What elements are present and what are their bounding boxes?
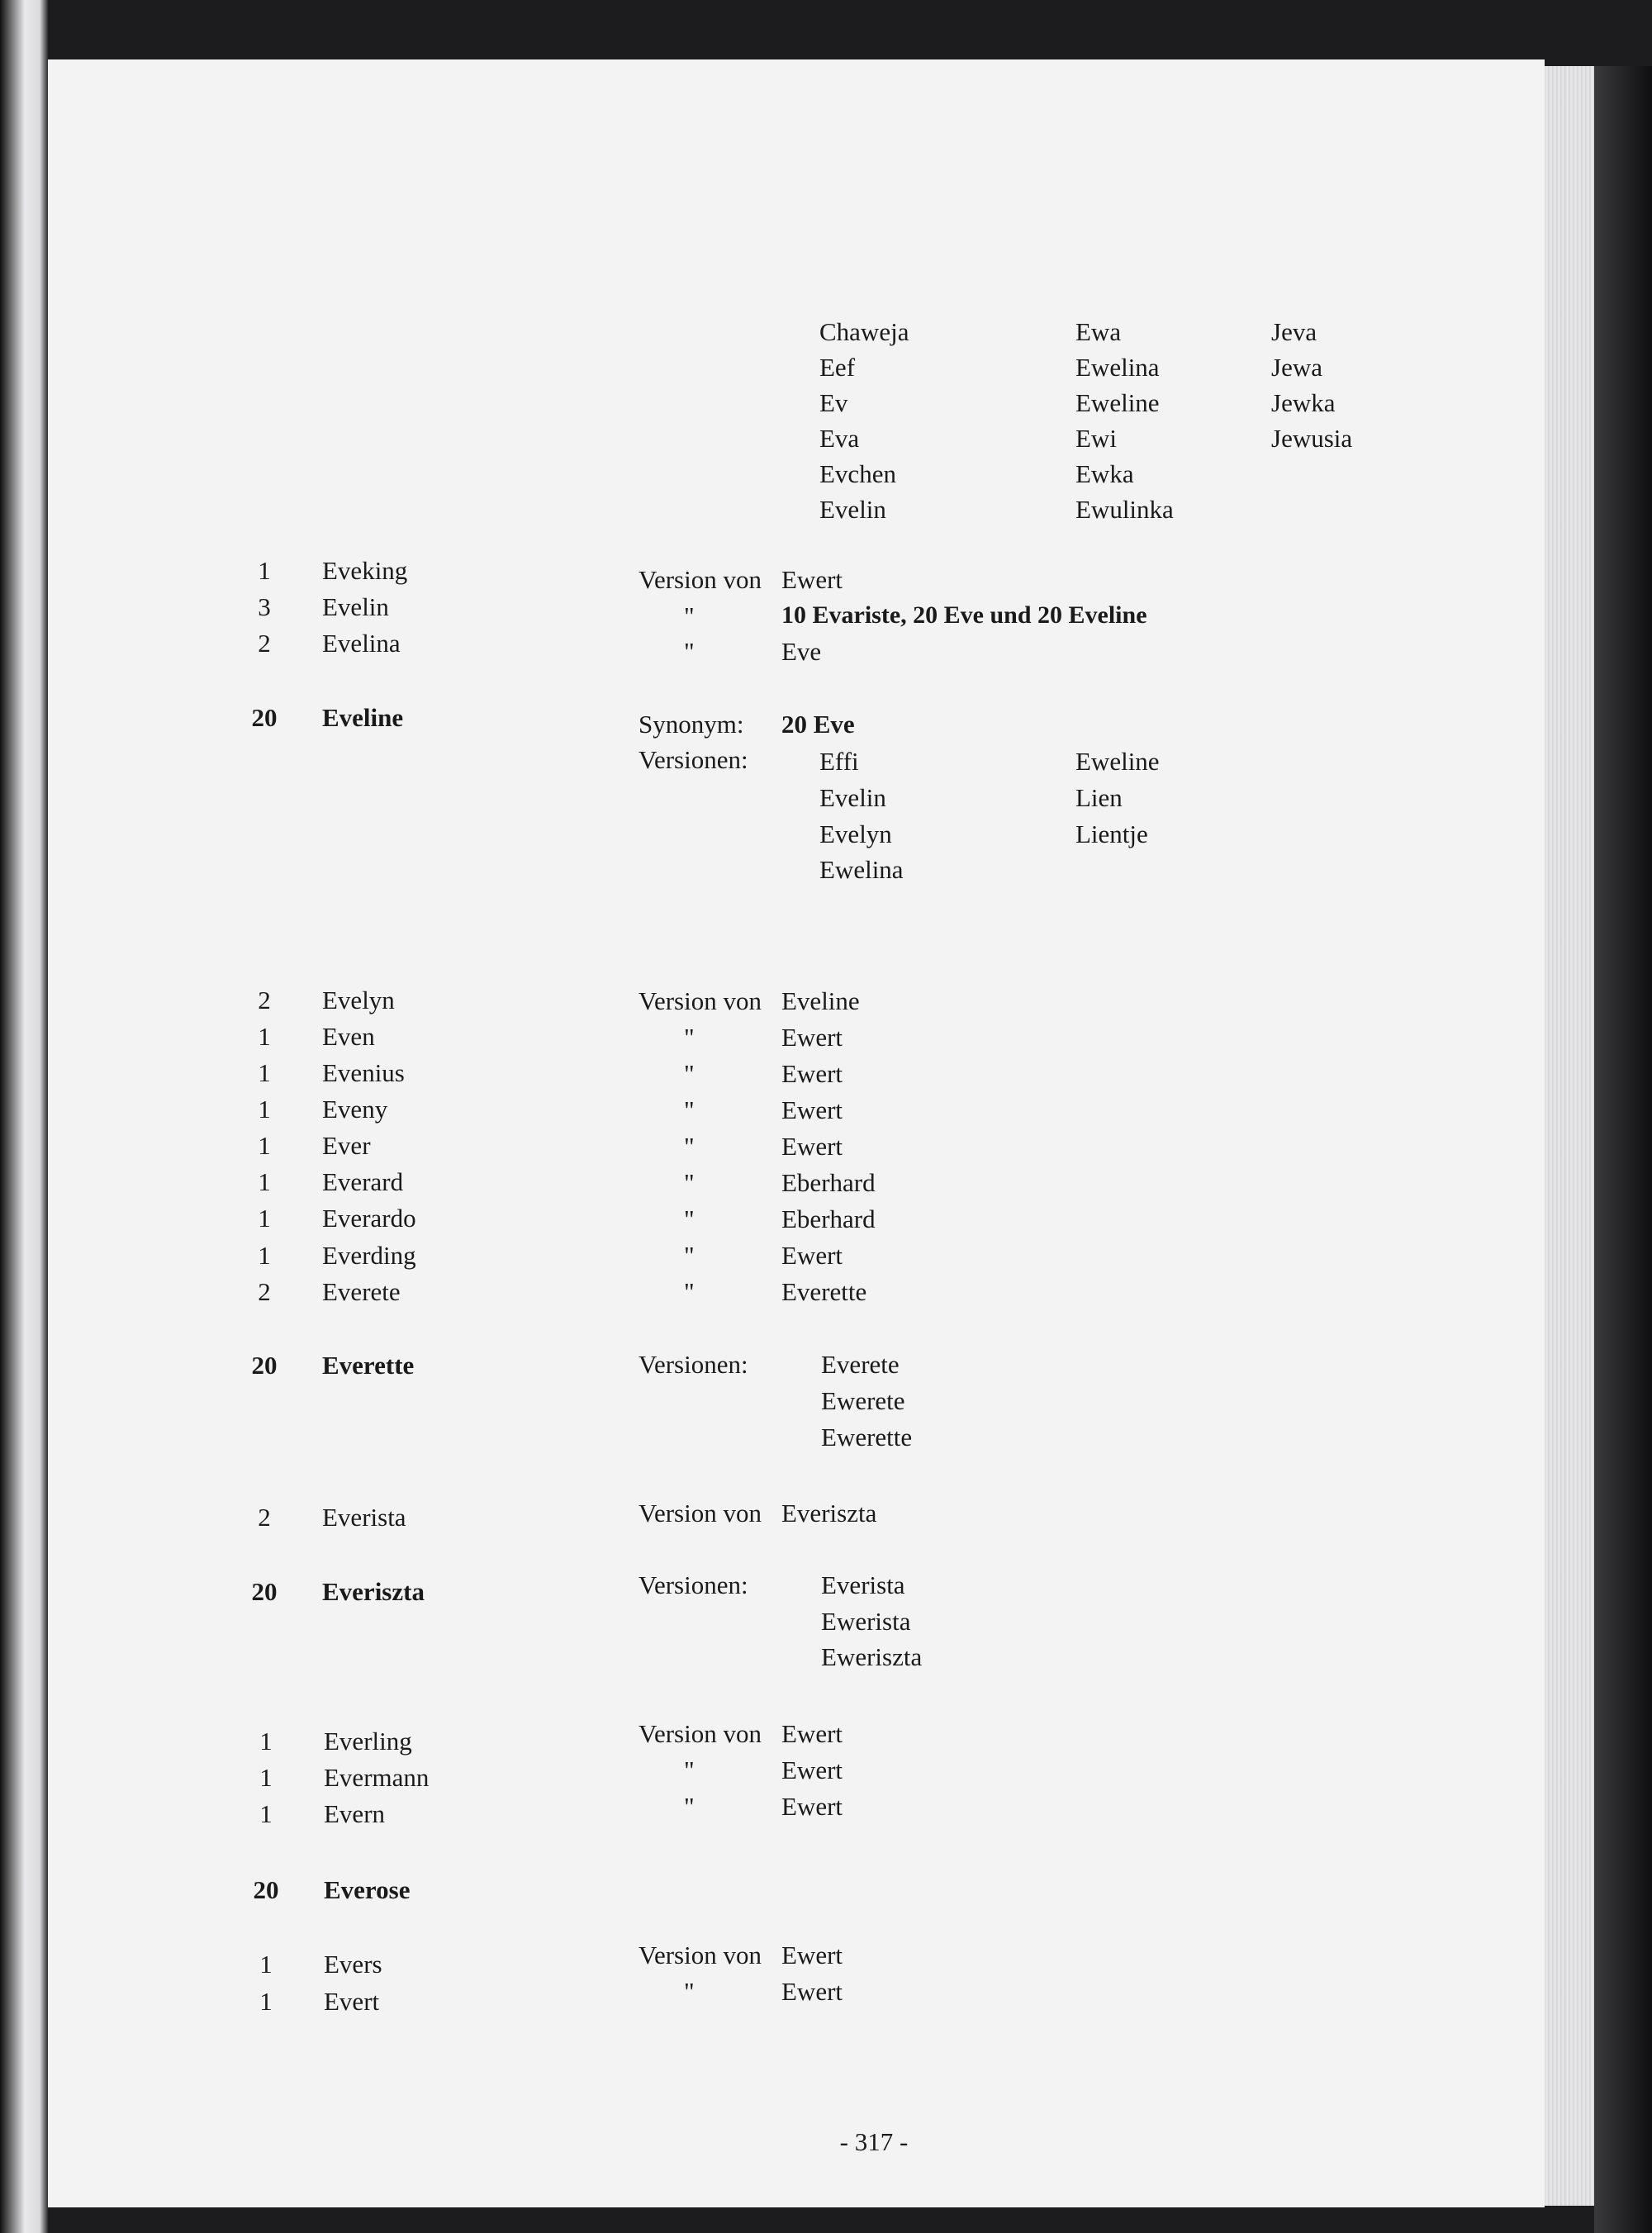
- page-number: - 317 -: [839, 2127, 909, 2156]
- version-name: Ewerista: [821, 1607, 911, 1636]
- entry-count: 20: [251, 1577, 278, 1606]
- versions-label: Versionen:: [638, 1570, 748, 1599]
- version-name: Evchen: [819, 459, 896, 488]
- entry-count: 1: [258, 1022, 271, 1051]
- version-name: Ewa: [1075, 317, 1122, 346]
- entry-name: Evenius: [322, 1058, 405, 1087]
- left-page-edge: [0, 0, 48, 2233]
- ditto-mark: ": [684, 1168, 695, 1197]
- relation-label: Version von: [638, 986, 762, 1015]
- ditto-mark: ": [684, 1277, 695, 1306]
- entry-name: Evermann: [324, 1763, 430, 1792]
- versions-label: Versionen:: [638, 745, 748, 774]
- version-name: Eweline: [1075, 747, 1160, 776]
- version-name: Ewulinka: [1075, 495, 1174, 524]
- ditto-mark: ": [684, 1023, 695, 1052]
- entry-name: Evers: [324, 1950, 382, 1979]
- entry-name: Eveking: [322, 556, 408, 585]
- synonym-value: 20 Eve: [781, 710, 855, 739]
- entry-count: 1: [258, 556, 271, 585]
- version-name: Evelin: [819, 783, 886, 812]
- relation-ref: Ewert: [781, 1977, 843, 2006]
- relation-ref: Ewert: [781, 565, 843, 594]
- entry-name: Evert: [324, 1987, 380, 2016]
- version-name: Effi: [819, 747, 859, 776]
- entry-count: 20: [251, 703, 278, 732]
- entry-name: Even: [322, 1022, 375, 1051]
- version-name: Ewka: [1075, 459, 1134, 488]
- relation-ref: Ewert: [781, 1756, 843, 1784]
- version-name: Ewerisztа: [821, 1642, 923, 1671]
- relation-label: Version von: [638, 1719, 762, 1748]
- version-name: Eweline: [1075, 388, 1160, 417]
- version-name: Everete: [821, 1350, 900, 1379]
- entry-count: 1: [258, 1131, 271, 1160]
- entry-count: 1: [258, 1167, 271, 1196]
- synonym-label: Synonym:: [638, 710, 744, 739]
- entry-count: 3: [258, 592, 271, 621]
- version-name: Evelyn: [819, 820, 892, 848]
- version-name: Jeva: [1271, 317, 1317, 346]
- version-name: Ewerette: [821, 1423, 913, 1451]
- entry-name: Ever: [322, 1131, 371, 1160]
- version-name: Ev: [819, 388, 848, 417]
- entry-count: 1: [259, 1987, 273, 2016]
- book-page: [48, 59, 1545, 2207]
- relation-ref: Ewert: [781, 1023, 843, 1052]
- version-name: Eva: [819, 424, 860, 453]
- entry-count: 2: [258, 629, 271, 658]
- ditto-mark: ": [684, 1241, 695, 1270]
- relation-ref: Eberhard: [781, 1168, 876, 1197]
- entry-name: Evelina: [322, 629, 401, 658]
- book-cover-edge: [1594, 66, 1652, 2233]
- entry-name: Everard: [322, 1167, 404, 1196]
- entry-name: Eveny: [322, 1095, 388, 1124]
- ditto-mark: ": [684, 1977, 695, 2006]
- entry-count: 2: [258, 1503, 271, 1532]
- ditto-mark: ": [684, 601, 695, 630]
- relation-ref: Ewert: [781, 1132, 843, 1161]
- entry-count: 2: [258, 1277, 271, 1306]
- entry-name: Evelin: [322, 592, 389, 621]
- entry-name: Everette: [322, 1351, 415, 1380]
- ditto-mark: ": [684, 637, 695, 666]
- entry-name: Everista: [322, 1503, 406, 1532]
- entry-name: Everiszta: [322, 1577, 425, 1606]
- entry-count: 2: [258, 986, 271, 1014]
- versions-label: Versionen:: [638, 1350, 748, 1379]
- relation-ref: Eberhard: [781, 1204, 876, 1233]
- version-name: Jewka: [1271, 388, 1336, 417]
- relation-ref: Everiszta: [781, 1499, 877, 1527]
- relation-ref: Ewert: [781, 1095, 843, 1124]
- version-name: Jewa: [1271, 353, 1322, 382]
- relation-ref: Ewert: [781, 1792, 843, 1821]
- entry-name: Evelyn: [322, 986, 395, 1014]
- entry-count: 1: [258, 1095, 271, 1124]
- version-name: Ewi: [1075, 424, 1117, 453]
- version-name: Lientje: [1075, 820, 1148, 848]
- version-name: Ewerete: [821, 1386, 905, 1415]
- entry-count: 1: [259, 1799, 273, 1828]
- entry-count: 1: [259, 1763, 273, 1792]
- relation-ref: Eveline: [781, 986, 860, 1015]
- entry-count: 1: [259, 1950, 273, 1979]
- ditto-mark: ": [684, 1204, 695, 1233]
- relation-ref: Ewert: [781, 1941, 843, 1969]
- entry-name: Everding: [322, 1241, 416, 1270]
- relation-ref: Ewert: [781, 1241, 843, 1270]
- relation-ref: Ewert: [781, 1719, 843, 1748]
- version-name: Ewelina: [1075, 353, 1160, 382]
- entry-name: Everling: [324, 1727, 412, 1756]
- entry-count: 1: [258, 1204, 271, 1233]
- ditto-mark: ": [684, 1095, 695, 1124]
- relation-ref: 10 Evariste, 20 Eve und 20 Eveline: [781, 601, 1147, 629]
- relation-ref: Everette: [781, 1277, 867, 1306]
- entry-count: 1: [259, 1727, 273, 1756]
- entry-count: 1: [258, 1241, 271, 1270]
- version-name: Eef: [819, 353, 856, 382]
- ditto-mark: ": [684, 1132, 695, 1161]
- version-name: Evelin: [819, 495, 886, 524]
- relation-label: Version von: [638, 1499, 762, 1527]
- entry-name: Everardo: [322, 1204, 416, 1233]
- page-stack-edge: [1536, 66, 1594, 2206]
- ditto-mark: ": [684, 1792, 695, 1821]
- entry-count: 20: [253, 1875, 279, 1904]
- entry-name: Evern: [324, 1799, 386, 1828]
- entry-count: 1: [258, 1058, 271, 1087]
- version-name: Chaweja: [819, 317, 909, 346]
- version-name: Lien: [1075, 783, 1123, 812]
- ditto-mark: ": [684, 1059, 695, 1088]
- ditto-mark: ": [684, 1756, 695, 1784]
- relation-ref: Eve: [781, 637, 822, 666]
- relation-label: Version von: [638, 565, 762, 594]
- entry-name: Everete: [322, 1277, 401, 1306]
- entry-name: Everose: [324, 1875, 411, 1904]
- relation-label: Version von: [638, 1941, 762, 1969]
- version-name: Everista: [821, 1570, 905, 1599]
- relation-ref: Ewert: [781, 1059, 843, 1088]
- version-name: Jewusia: [1271, 424, 1353, 453]
- entry-name: Eveline: [322, 703, 404, 732]
- version-name: Ewelina: [819, 855, 904, 884]
- entry-count: 20: [251, 1351, 278, 1380]
